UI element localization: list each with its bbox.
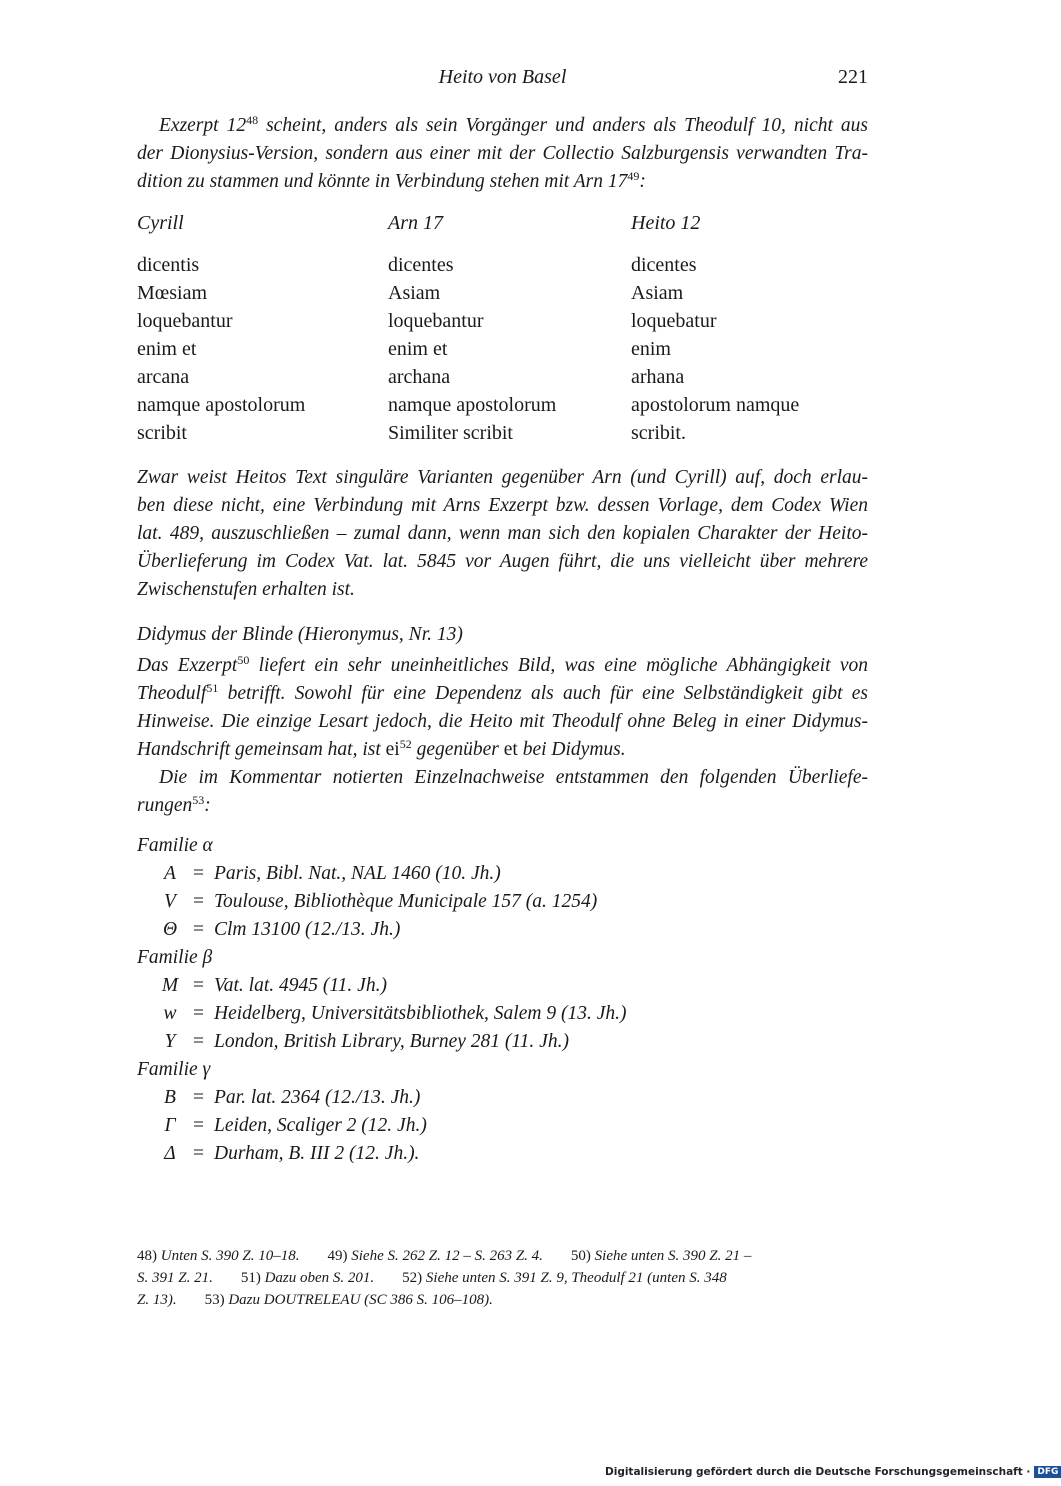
paragraph-line: Die im Kommentar notierten Einzelnachweise entstammen den folgenden Überliefe- [159, 767, 868, 788]
witness-description: Heidelberg, Universitätsbibliothek, Salem 9 (13. Jh.) [214, 1003, 627, 1024]
witness-row [137, 1031, 868, 1059]
witness-row [137, 1143, 868, 1171]
intro-paragraph [137, 112, 868, 196]
table-cell: arcana [137, 366, 190, 388]
footnotes [137, 1245, 868, 1311]
family-label: Familie γ [137, 1059, 211, 1080]
column-header: Heito 12 [631, 212, 701, 234]
table-cell: enim [631, 338, 671, 360]
equals-sign: = [193, 863, 204, 884]
table-cell: Asiam [388, 282, 441, 304]
page-header [137, 64, 868, 96]
footnote-text: Dazu DOUTRELEAU (SC 386 S. 106–108). [228, 1292, 493, 1308]
intro-line [137, 168, 868, 196]
table-cell: scribit [137, 422, 187, 444]
footnote-line [137, 1289, 868, 1311]
witness-description: Leiden, Scaliger 2 (12. Jh.) [214, 1115, 427, 1136]
footnote-number: 49) [327, 1248, 348, 1264]
table-cell: enim et [388, 338, 448, 360]
witness-row [137, 919, 868, 947]
equals-sign: = [193, 1143, 204, 1164]
footnote-52 [402, 1270, 727, 1286]
table-row [137, 366, 868, 394]
footnote-text: S. 391 Z. 21. [137, 1270, 213, 1286]
witness-siglum: w [163, 1003, 177, 1024]
table-cell: loquebantur [388, 310, 484, 332]
witness-siglum: Δ [164, 1143, 176, 1164]
didymus-paragraph [137, 652, 868, 820]
table-cell: Asiam [631, 282, 684, 304]
paragraph-line: Überlieferung im Codex Vat. lat. 5845 vor Augen führt, die uns vielleicht über mehrere [137, 551, 868, 572]
witness-row [137, 1087, 868, 1115]
funding-text: Digitalisierung gefördert durch die Deutsche Forschungsgemeinschaft · [605, 1466, 1031, 1478]
text-run: Theodulf [137, 683, 207, 704]
witness-siglum: B [164, 1087, 176, 1108]
text-run: : [204, 795, 211, 816]
witness-description: Par. lat. 2364 (12./13. Jh.) [214, 1087, 421, 1108]
witness-row [137, 891, 868, 919]
witness-row [137, 1115, 868, 1143]
footnote-ref: 49 [627, 169, 640, 183]
witness-description: London, British Library, Burney 281 (11. Jh.) [214, 1031, 569, 1052]
table-cell: scribit. [631, 422, 686, 444]
footnote-53 [205, 1292, 493, 1308]
page-number: 221 [838, 66, 868, 88]
witness-row [137, 863, 868, 891]
footnote-line [137, 1267, 868, 1289]
paragraph-line [137, 652, 868, 680]
table-cell: apostolorum namque [631, 394, 800, 416]
witness-description: Paris, Bibl. Nat., NAL 1460 (10. Jh.) [214, 863, 501, 884]
table-row [137, 422, 868, 450]
witness-row [137, 975, 868, 1003]
footnote-text: Dazu oben S. 201. [264, 1270, 375, 1286]
table-cell: loquebantur [137, 310, 233, 332]
paragraph-line: ben diese nicht, eine Verbindung mit Arns Exzerpt bzw. dessen Vorlage, dem Codex Wien [137, 495, 868, 516]
footnote-number: 48) [137, 1248, 157, 1264]
footnote-ref: 53 [192, 793, 205, 807]
footnote-ref: 50 [237, 653, 250, 667]
table-cell: namque apostolorum [137, 394, 306, 416]
equals-sign: = [193, 1115, 204, 1136]
paragraph-line [137, 792, 868, 820]
text-run: rungen [137, 795, 193, 816]
footnote-51 [241, 1270, 374, 1286]
table-row [137, 338, 868, 366]
funding-notice [605, 1466, 1061, 1478]
footnote-49 [328, 1248, 543, 1264]
footnote-48 [137, 1248, 300, 1264]
paragraph-line: Hinweise. Die einzige Lesart jedoch, die Heito mit Theodulf ohne Beleg in einer Didymus- [137, 711, 868, 732]
witness-siglum: Θ [162, 919, 178, 940]
table-header-row [137, 212, 868, 240]
footnote-number: 50) [570, 1248, 591, 1264]
table-row [137, 310, 868, 338]
table-cell: archana [388, 366, 451, 388]
intro-line [137, 112, 868, 140]
equals-sign: = [193, 1031, 204, 1052]
equals-sign: = [193, 891, 204, 912]
equals-sign: = [193, 1003, 204, 1024]
intro-line: der Dionysius-Version, sondern aus einer mit der Collectio Salzburgensis verwandten Tra- [137, 143, 868, 164]
table-row [137, 282, 868, 310]
footnote-text: Z. 13). [137, 1292, 177, 1308]
text-run: Das Exzerpt [137, 655, 238, 676]
text-run: dition zu stammen und könnte in Verbindung stehen mit Arn 17 [137, 171, 628, 192]
table-cell: Mœsiam [137, 282, 207, 304]
witness-siglum: Y [164, 1031, 176, 1052]
table-row [137, 254, 868, 282]
table-cell: dicentis [137, 254, 200, 276]
paragraph-line: Zwischenstufen erhalten ist. [137, 579, 355, 600]
footnote-ref: 48 [246, 113, 259, 127]
table-cell: enim et [137, 338, 197, 360]
footnote-text: Unten S. 390 Z. 10–18. [160, 1248, 300, 1264]
text-run: liefert ein sehr uneinheitliches Bild, was eine mögliche Abhängigkeit von [249, 655, 868, 676]
running-title: Heito von Basel [438, 66, 567, 88]
footnote-ref: 51 [206, 681, 219, 695]
text-run: : [639, 171, 646, 192]
paragraph-line: lat. 489, auszuschließen – zumal dann, wenn man sich den kopialen Charakter der Heito- [137, 523, 868, 544]
table-cell: Similiter scribit [388, 422, 513, 444]
table-cell: namque apostolorum [388, 394, 557, 416]
text-run: Handschrift gemeinsam hat, ist [137, 739, 386, 760]
table-row [137, 394, 868, 422]
footnote-text: Siehe S. 262 Z. 12 – S. 263 Z. 4. [351, 1248, 543, 1264]
witness-siglum: A [164, 863, 176, 884]
witness-siglum: V [164, 891, 176, 912]
paragraph-line: Zwar weist Heitos Text singuläre Varianten gegenüber Arn (und Cyrill) auf, doch erlau- [137, 467, 868, 488]
footnote-text: Siehe unten S. 390 Z. 21 – [594, 1248, 752, 1264]
witness-siglum: M [161, 975, 179, 996]
footnote-number: 53) [204, 1292, 225, 1308]
footnote-number: 51) [240, 1270, 261, 1286]
footnote-50 [571, 1248, 751, 1264]
equals-sign: = [193, 1087, 204, 1108]
text-run: bei Didymus. [517, 739, 626, 760]
footnote-ref: 52 [399, 737, 412, 751]
family-label: Familie α [137, 835, 213, 856]
text-run: betrifft. Sowohl für eine Dependenz als auch für eine Selbständigkeit gibt es [218, 683, 868, 704]
table-cell: loquebatur [631, 310, 717, 332]
witness-description: Durham, B. III 2 (12. Jh.). [214, 1143, 420, 1164]
witness-description: Vat. lat. 4945 (11. Jh.) [214, 975, 387, 996]
footnote-text: Siehe unten S. 391 Z. 9, Theodulf 21 (unten S. 348 [425, 1270, 727, 1286]
equals-sign: = [193, 919, 204, 940]
witness-siglum: Γ [164, 1115, 176, 1136]
table-cell: dicentes [631, 254, 697, 276]
text-run: Exzerpt 12 [159, 115, 247, 136]
section-heading: Didymus der Blinde (Hieronymus, Nr. 13) [137, 624, 463, 645]
variants-paragraph [137, 464, 868, 604]
table-cell: arhana [631, 366, 685, 388]
text-run: et [503, 739, 518, 760]
witness-description: Clm 13100 (12./13. Jh.) [214, 919, 401, 940]
text-run: scheint, anders als sein Vorgänger und anders als Theodulf 10, nicht aus [258, 115, 868, 136]
paragraph-line [137, 736, 868, 764]
witness-row [137, 1003, 868, 1031]
column-header: Arn 17 [388, 212, 443, 234]
text-run: gegenüber [411, 739, 504, 760]
family-label: Familie β [137, 947, 213, 968]
equals-sign: = [193, 975, 204, 996]
footnote-number: 52) [402, 1270, 423, 1286]
text-run: ei [385, 739, 400, 760]
table-cell: dicentes [388, 254, 454, 276]
paragraph-line [137, 680, 868, 708]
footnote-line [137, 1245, 868, 1267]
dfg-logo: DFG [1034, 1466, 1061, 1478]
witness-description: Toulouse, Bibliothèque Municipale 157 (a. 1254) [214, 891, 598, 912]
column-header: Cyrill [137, 212, 184, 234]
